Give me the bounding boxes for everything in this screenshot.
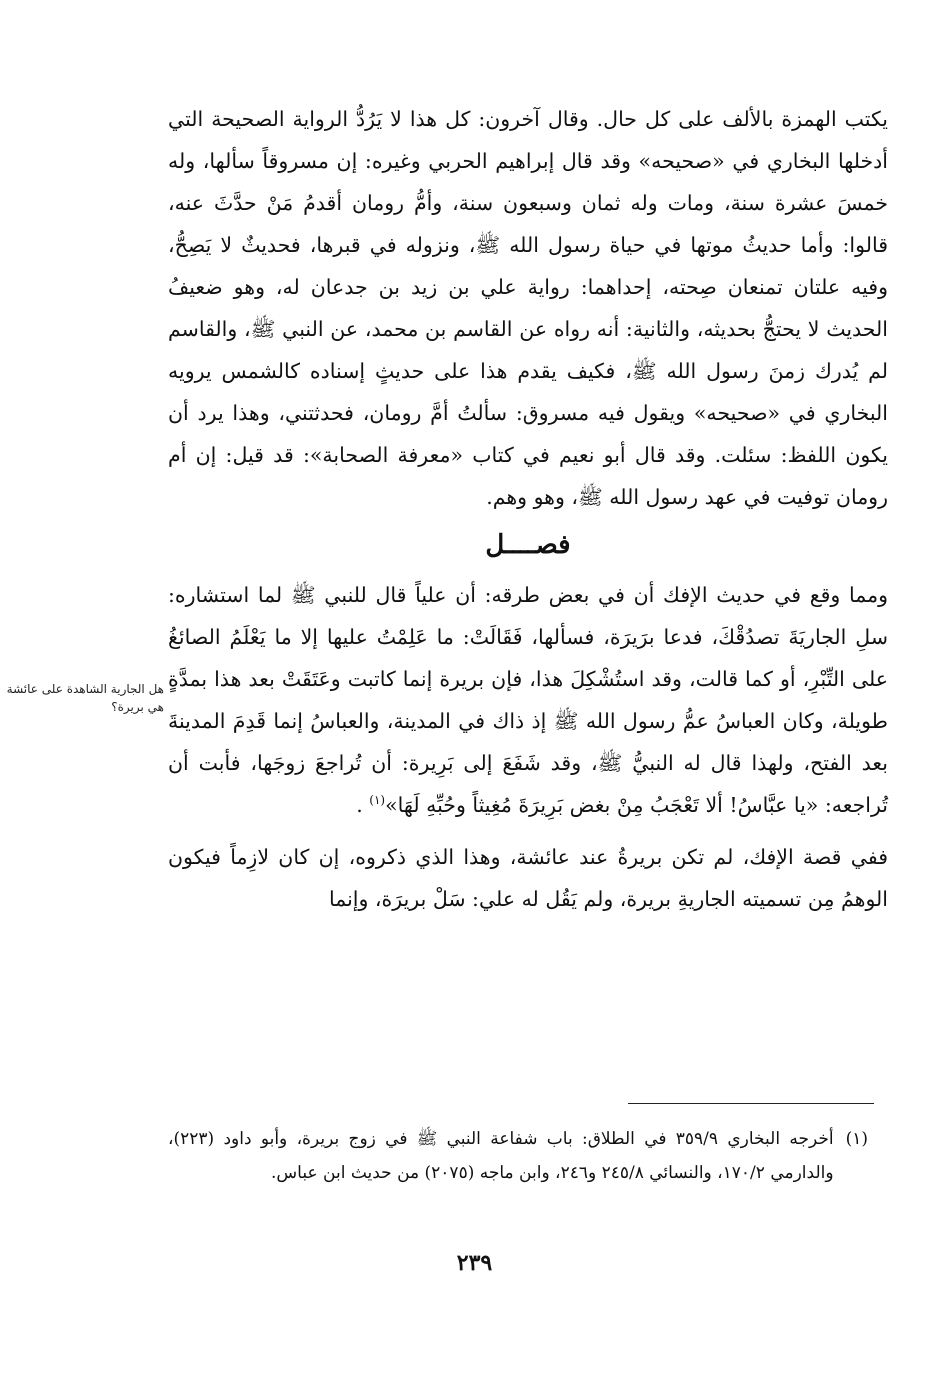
footnote-separator (628, 1103, 874, 1104)
paragraph-3: ففي قصة الإفك، لم تكن بريرةُ عند عائشة، وهذا الذي ذكروه، إن كان لازِماً فيكون الوهمُ مِن تسميته الجاريةِ بريرة، ولم يَقُل له علي: سَلْ بريرَة، وإنما (168, 845, 888, 911)
footnote-reference[interactable]: (١) (369, 793, 386, 808)
paragraph-2-text: ومما وقع في حديث الإفك أن في بعض طرقه: أن علياً قال للنبي ﷺ لما استشاره: سلِ الجاريَةَ تصدُقْكَ، فدعا برَيرَة، فسألها، فَقَالَتْ: ما عَلِمْتُ عليها إلا ما يَعْلَمُ الصائغُ على التِّبْرِ، أو كما قالت، وقد استُشْكِلَ هذا، فإن بريرة إنما كاتبت وعَتَقَتْ بعد هذا بمدَّةٍ طويلة، وكان العباسُ عمُّ رسول الله ﷺ إذ ذاك في المدينة، والعباسُ إنما قَدِمَ المدينةَ بعد الفتح، ولهذا قال له النبيُّ ﷺ، وقد شَفَعَ إلى بَرِيرة: أن تُراجعَ زوجَها، فأبت أن تُراجعه: «يا عبَّاسُ! ألا تَعْجَبُ مِنْ بغض بَرِيرَةَ مُغِيثاً وحُبِّهِ لَهَا» (168, 583, 888, 817)
page-number: ٢٣٩ (456, 1250, 493, 1276)
paragraph-2 (168, 574, 888, 826)
section-heading: فصــــل (485, 530, 571, 560)
footnote-text: أخرجه البخاري ٣٥٩/٩ في الطلاق: باب شفاعة النبي ﷺ في زوج بريرة، وأبو داود (٢٢٣)، والدارمي ١٧٠/٢، والنسائي ٢٤٥/٨ و٢٤٦، وابن ماجه (٢٠٧٥) من حديث ابن عباس. (168, 1129, 834, 1183)
margin-note: هل الجارية الشاهدة على عائشة هي بريرة؟ (6, 682, 164, 714)
paragraph-1: يكتب الهمزة بالألف على كل حال. وقال آخرون: كل هذا لا يَرُدُّ الرواية الصحيحة التي أدخلها البخاري في «صحيحه» وقد قال إبراهيم الحربي وغيره: إن مسروقاً سألها، وله خمسَ عشرة سنة، ومات وله ثمان وسبعون سنة، وأمُّ رومان أقدمُ مَنْ حدَّثَ عنه، قالوا: وأما حديثُ موتها في حياة رسول الله ﷺ، ونزوله في قبرها، فحديثٌ لا يَصِحُّ، وفيه علتان تمنعان صِحته، إحداهما: رواية علي بن زيد بن جدعان له، وهو ضعيفُ الحديث لا يحتجُّ بحديثه، والثانية: أنه رواه عن القاسم بن محمد، عن النبي ﷺ، والقاسم لم يُدرك زمنَ رسول الله ﷺ، فكيف يقدم هذا على حديثٍ إسناده كالشمس يرويه البخاري في «صحيحه» ويقول فيه مسروق: سألتُ أمَّ رومان، فحدثتني، وهذا يرد أن يكون اللفظ: سئلت. وقد قال أبو نعيم في كتاب «معرفة الصحابة»: قد قيل: إن أم رومان توفيت في عهد رسول الله ﷺ، وهو وهم. (168, 107, 888, 509)
footnote (168, 1122, 868, 1190)
main-text (168, 98, 888, 920)
paragraph-2-end: . (356, 793, 370, 817)
footnote-number: (١) (845, 1129, 868, 1149)
